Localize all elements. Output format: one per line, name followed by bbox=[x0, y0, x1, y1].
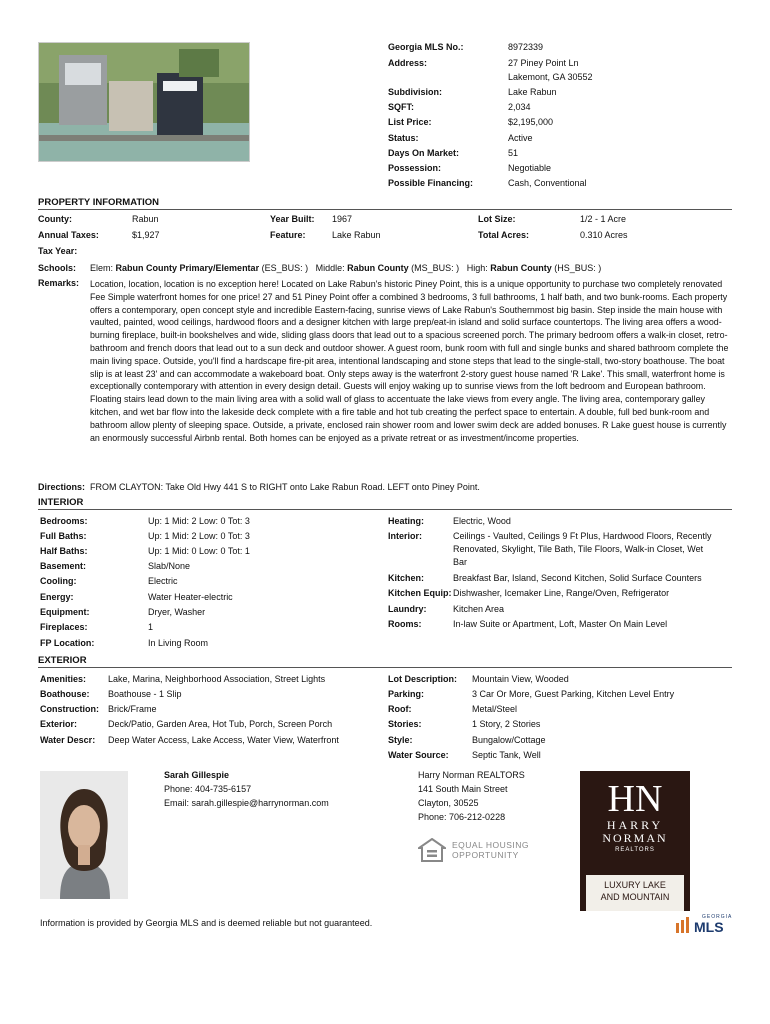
office-phone[interactable]: Phone: 706-212-0228 bbox=[418, 812, 506, 822]
high-prefix: High: bbox=[466, 263, 488, 273]
hn-harry: HARRY bbox=[606, 818, 664, 832]
cooling-label: Cooling: bbox=[40, 576, 77, 586]
hn-mark: HN bbox=[607, 778, 663, 820]
basement-label: Basement: bbox=[40, 561, 87, 571]
office-city: Clayton, 30525 bbox=[418, 798, 479, 808]
laundry: Kitchen Area bbox=[453, 604, 505, 614]
hn-tag-line1: LUXURY LAKE bbox=[604, 880, 666, 890]
agent-photo bbox=[40, 771, 128, 899]
elem-code: (ES_BUS: ) bbox=[261, 263, 309, 273]
lot-description-label: Lot Description: bbox=[388, 674, 457, 684]
eho-line1: EQUAL HOUSING bbox=[452, 840, 530, 850]
stories-label: Stories: bbox=[388, 719, 422, 729]
harry-norman-logo bbox=[580, 771, 690, 911]
interior-line1: Ceilings - Vaulted, Ceilings 9 Ft Plus, Hardwood Floors, Recently bbox=[453, 531, 712, 541]
bedrooms-label: Bedrooms: bbox=[40, 516, 88, 526]
fireplaces-label: Fireplaces: bbox=[40, 622, 88, 632]
agent-phone[interactable]: Phone: 404-735-6157 bbox=[164, 784, 252, 794]
roof-label: Roof: bbox=[388, 704, 412, 714]
equal-housing-icon bbox=[418, 838, 446, 862]
fp-location: In Living Room bbox=[148, 638, 209, 648]
mls-number: 8972339 bbox=[508, 42, 544, 52]
hn-norman: NORMAN bbox=[602, 831, 668, 845]
construction-label: Construction: bbox=[40, 704, 99, 714]
subdivision: Lake Rabun bbox=[508, 87, 557, 97]
divider bbox=[38, 509, 732, 510]
middle-code: (MS_BUS: ) bbox=[411, 263, 460, 273]
status-label: Status: bbox=[388, 133, 419, 143]
middle-school: Rabun County bbox=[347, 263, 409, 273]
feature: Lake Rabun bbox=[332, 230, 381, 240]
energy: Water Heater-electric bbox=[148, 592, 233, 602]
exterior-label: Exterior: bbox=[40, 719, 78, 729]
dom-label: Days On Market: bbox=[388, 148, 460, 158]
heating: Electric, Wood bbox=[453, 516, 511, 526]
acres-label: Total Acres: bbox=[478, 230, 530, 240]
water-descr: Deep Water Access, Lake Access, Water View, Waterfront bbox=[108, 735, 339, 745]
county-label: County: bbox=[38, 214, 72, 224]
divider bbox=[38, 667, 732, 668]
agent-email[interactable]: Email: sarah.gillespie@harrynorman.com bbox=[164, 798, 329, 808]
address-line1: 27 Piney Point Ln bbox=[508, 58, 579, 68]
mls-text: MLS bbox=[694, 919, 724, 935]
full-baths: Up: 1 Mid: 2 Low: 0 Tot: 3 bbox=[148, 531, 250, 541]
high-code: (HS_BUS: ) bbox=[554, 263, 602, 273]
kitchen-label: Kitchen: bbox=[388, 573, 424, 583]
lot-size-label: Lot Size: bbox=[478, 214, 516, 224]
status: Active bbox=[508, 133, 533, 143]
high-school: Rabun County bbox=[490, 263, 552, 273]
elem-school: Rabun County Primary/Elementar bbox=[115, 263, 260, 273]
county: Rabun bbox=[132, 214, 159, 224]
water-source-label: Water Source: bbox=[388, 750, 449, 760]
mls-bars-icon bbox=[676, 917, 694, 933]
possession: Negotiable bbox=[508, 163, 552, 173]
remarks-label: Remarks: bbox=[38, 278, 80, 288]
year-built: 1967 bbox=[332, 214, 353, 224]
office-street: 141 South Main Street bbox=[418, 784, 508, 794]
footer-disclaimer: Information is provided by Georgia MLS and is deemed reliable but not guaranteed. bbox=[40, 918, 373, 928]
subdivision-label: Subdivision: bbox=[388, 87, 442, 97]
interior-line3: Bar bbox=[453, 557, 468, 567]
energy-label: Energy: bbox=[40, 592, 74, 602]
half-baths: Up: 1 Mid: 0 Low: 0 Tot: 1 bbox=[148, 546, 250, 556]
style: Bungalow/Cottage bbox=[472, 735, 546, 745]
mls-small-text: GEORGIA bbox=[702, 914, 733, 920]
parking: 3 Car Or More, Guest Parking, Kitchen Level Entry bbox=[472, 689, 675, 699]
fp-location-label: FP Location: bbox=[40, 638, 95, 648]
construction: Brick/Frame bbox=[108, 704, 157, 714]
list-price-label: List Price: bbox=[388, 117, 432, 127]
equipment: Dryer, Washer bbox=[148, 607, 206, 617]
stories: 1 Story, 2 Stories bbox=[472, 719, 541, 729]
agent-name: Sarah Gillespie bbox=[164, 770, 230, 780]
interior-line2: Renovated, Skylight, Tile Bath, Tile Floors, Walk-in Closet, Wet bbox=[453, 544, 704, 554]
mls-number-label: Georgia MLS No.: bbox=[388, 42, 464, 52]
remarks-text: Location, location, location is no exception here! Located on Lake Rabun's historic Piney Point, this is a unique opportunity to purchase two completely renovated Fee Simple waterfront homes for one price! 27 and 51 Piney Point offer a combined 3 bedrooms, 3 full bathrooms, 1 half bath, and two bunk-rooms. Each property offers a contemporary, open concept style and incredible Eastern-facing, sunrise views of Lake Rabun's Southernmost big basin. Step inside the main house with vaulted, painted, wood ceilings, hardwood floors and a designer kitchen with large prep/eat-in island and solid surface countertops. The living area offers a wood-burning fireplace, built-in bookshelves and wide, sliding glass doors that lead out to a spacious screened porch. The primary bedroom offers a walk-in closet, retro-bathroom and french doors that lead out to a sun deck and outdoor shower. A guest room, bunk room with full and single bunks and shared bathroom complete the main living space. Outside, you'll find a hardscape fire-pit area, intentional landscaping and stone steps that lead to the single-stall, two-story boathouse. The boat slip is at least 23' and can accommodate a wakeboard boat. Only steps away is the waterfront 2-story guest house named 'R Lake'. This small, waterfront home is exceptionally contemporary with attention in every design detail. Guests will enjoy waking up to sunrise views from the loft bedroom and European bathroom. Floating stairs lead down to the main living area with a solid wall of glass to accentuate the lake views from every angle. The living area, contemporary galley kitchen, and wet bar flow into the lakeside deck complete with a fire table and hot tub creating the perfect space to entertain. A double, full bed bunk-room and bathroom allow plenty of sleeping space. Outside, a private, enclosed rain shower room and lower swim deck are added bonuses. R Lake guest house is currently an enormously successful Airbnb rental. Both homes can be enjoyed as a private retreat or as investment/income properties. bbox=[90, 279, 729, 443]
full-baths-label: Full Baths: bbox=[40, 531, 87, 541]
hn-tag-line2: AND MOUNTAIN bbox=[600, 892, 670, 902]
roof: Metal/Steel bbox=[472, 704, 518, 714]
cooling: Electric bbox=[148, 576, 178, 586]
water-source: Septic Tank, Well bbox=[472, 750, 541, 760]
heating-label: Heating: bbox=[388, 516, 424, 526]
schools-line bbox=[90, 263, 601, 273]
office-name: Harry Norman REALTORS bbox=[418, 770, 525, 780]
listing-photo bbox=[38, 42, 250, 162]
middle-prefix: Middle: bbox=[315, 263, 345, 273]
amenities-label: Amenities: bbox=[40, 674, 87, 684]
financing-label: Possible Financing: bbox=[388, 178, 474, 188]
boathouse-label: Boathouse: bbox=[40, 689, 90, 699]
kitchen: Breakfast Bar, Island, Second Kitchen, Solid Surface Counters bbox=[453, 573, 702, 583]
exterior-features: Deck/Patio, Garden Area, Hot Tub, Porch, Screen Porch bbox=[108, 719, 333, 729]
interior-label: Interior: bbox=[388, 531, 423, 541]
exterior-heading: EXTERIOR bbox=[38, 655, 87, 666]
bedrooms: Up: 1 Mid: 2 Low: 0 Tot: 3 bbox=[148, 516, 250, 526]
address-label: Address: bbox=[388, 58, 428, 68]
feature-label: Feature: bbox=[270, 230, 306, 240]
lot-description: Mountain View, Wooded bbox=[472, 674, 569, 684]
hn-realtors: REALTORS bbox=[615, 847, 655, 853]
hn-tagline bbox=[586, 875, 684, 911]
tax-year-label: Tax Year: bbox=[38, 246, 78, 256]
year-built-label: Year Built: bbox=[270, 214, 315, 224]
interior-heading: INTERIOR bbox=[38, 497, 84, 508]
elem-prefix: Elem: bbox=[90, 263, 114, 273]
schools-label: Schools: bbox=[38, 263, 77, 273]
possession-label: Possession: bbox=[388, 163, 442, 173]
divider bbox=[38, 209, 732, 210]
address-line2: Lakemont, GA 30552 bbox=[508, 72, 593, 82]
list-price: $2,195,000 bbox=[508, 117, 554, 127]
kitchen-equip: Dishwasher, Icemaker Line, Range/Oven, Refrigerator bbox=[453, 588, 670, 598]
directions-label: Directions: bbox=[38, 482, 86, 492]
kitchen-equip-label: Kitchen Equip: bbox=[388, 588, 452, 598]
taxes-label: Annual Taxes: bbox=[38, 230, 99, 240]
boathouse: Boathouse - 1 Slip bbox=[108, 689, 182, 699]
fireplaces: 1 bbox=[148, 622, 154, 632]
laundry-label: Laundry: bbox=[388, 604, 427, 614]
directions-text: FROM CLAYTON: Take Old Hwy 441 S to RIGHT onto Lake Rabun Road. LEFT onto Piney Point. bbox=[90, 482, 480, 492]
sqft-label: SQFT: bbox=[388, 102, 414, 112]
parking-label: Parking: bbox=[388, 689, 425, 699]
acres: 0.310 Acres bbox=[580, 230, 628, 240]
rooms: In-law Suite or Apartment, Loft, Master On Main Level bbox=[453, 619, 668, 629]
dom: 51 bbox=[508, 148, 519, 158]
financing: Cash, Conventional bbox=[508, 178, 587, 188]
basement: Slab/None bbox=[148, 561, 191, 571]
lot-size: 1/2 - 1 Acre bbox=[580, 214, 627, 224]
water-descr-label: Water Descr: bbox=[40, 735, 96, 745]
equipment-label: Equipment: bbox=[40, 607, 90, 617]
half-baths-label: Half Baths: bbox=[40, 546, 88, 556]
property-heading: PROPERTY INFORMATION bbox=[38, 197, 160, 208]
taxes: $1,927 bbox=[132, 230, 160, 240]
rooms-label: Rooms: bbox=[388, 619, 422, 629]
style-label: Style: bbox=[388, 735, 413, 745]
eho-line2: OPPORTUNITY bbox=[452, 850, 519, 860]
amenities: Lake, Marina, Neighborhood Association, Street Lights bbox=[108, 674, 326, 684]
sqft: 2,034 bbox=[508, 102, 531, 112]
